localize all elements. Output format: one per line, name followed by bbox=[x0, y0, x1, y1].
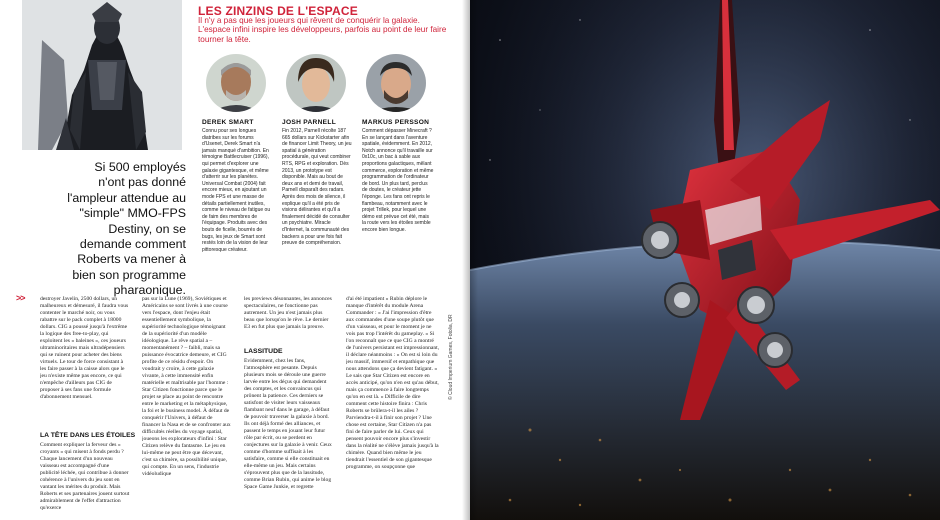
sidebar-title: LES ZINZINS DE L'ESPACE bbox=[198, 4, 358, 18]
portrait-derek-smart bbox=[206, 54, 266, 112]
article-col2: pas sur la Lune (1969), Soviétiques et Américains se sont livrés à une course vers l'espace, dont l'enjeu était essentiellement symbolique, la supériorité technologique témoignant de la supériorité d'un modèle idéologique. Le rêve spatial a – momentanément ? – faibli, mais sa puissance évocatrice demeure, et CIG profite de ce résidu d'espoir. On voudrait y croire, à cette galaxie vivante, à cette immensité enfin matérielle et maîtrisable par l'homme : Star Citizen fonctionne parce que le projet se place au point de rencontre entre le marketing et la métaphysique, la foi et le business model. À défaut de conquérir l'Univers, à défaut de financer la Nasa et de se confronter aux difficultés réelles du voyage spatial, joueons les explorateurs d'infini : Star Citizen relève du fantasme. Le jeu en lui-même ne peut être que décevant, c'est sa chimère, sa possibilité unique, qui compte. En un sens, l'industrie vidéoludique bbox=[142, 296, 231, 477]
spaceship-scene bbox=[470, 0, 940, 520]
armored-character-illustration bbox=[22, 0, 182, 150]
person-bio-1: Connu pour ses longues diatribes sur les forums d'Usenet, Derek Smart n'a jamais manqué d'ambition. En témoigne Battlecruiser (1996), qui permet d'explorer une galaxie gigantesque, et même d'atterrir sur les planètes. Universal Combat (2004) fait encore mieux, en ajoutant un mode FPS et une masse de détails partiellement inutiles, comme le niveau de fatigue ou de faim des membres de l'équipage. Produits avec des bouts de ficelle, bourrés de bugs, les jeux de Smart sont restés loin de la vision de leur pittoresque créateur. bbox=[202, 128, 271, 253]
article-col1-body: Comment expliquer la ferveur des « croyants » qui misent à fonds perdu ? Chaque lancement d'un nouveau vaisseau est accompagné d'une publicité léchée, qui contribue à donner cohérence à l'univers du jeu sont en vantant les mérites du produit. Mais Roberts et ses partenaires jouent surtout admirablement de l'effet d'attraction qu'exerce bbox=[40, 442, 130, 511]
pull-quote: Si 500 employés n'ont pas donné l'ampleur attendue au "simple" MMO-FPS Destiny, on se demande comment Roberts va mener à bien son programme pharaonique. bbox=[67, 160, 186, 298]
person-bio-3: Comment dépasser Minecraft ? En se lançant dans l'aventure spatiale, évidemment. En 2012, Notch annonce qu'il travaille sur 0x10c, un bac à sable aux proportions galactiques, mêlant commerce, exploration et même programmation de l'ordinateur de bord. Un plus tard, perclus de doutes, le créateur jette l'éponge. Les fans ont repris le flambeau, notamment avec le projet Trillek, pour lequel une démo est prévue cet été, mais la route vers les étoiles semble encore bien longue. bbox=[362, 128, 434, 233]
portrait-josh-parnell bbox=[286, 54, 346, 112]
person-bio-2: Fin 2012, Parnell récolte 187 665 dollars sur Kickstarter afin de financer Limit Theory, un jeu spatial à génération procédurale, qui veut combiner RTS, RPG et exploration. Dès 2013, un prototype est disponible. Mais au bout de deux ans et demi de travail, Parnell disparaît des radars. Après des mois de silence, il explique qu'il a été pris de visions délirantes et qu'il a finalement décidé de consulter un psychiatre. Miracle d'Internet, la communauté des backers a pour une fois fait preuve de compréhension. bbox=[282, 128, 352, 247]
character-photo bbox=[22, 0, 182, 150]
portrait-markus-persson bbox=[366, 54, 426, 112]
article-col1-intro: destroyer Javelin, 2500 dollars, un malheureux et démesuré, il faudra vous contenter le marché noir, ou vous rabattre sur le pack complet à 18000 dollars. CIG a poussé jusqu'à l'extrême la logique des free-to-play, qui exploitent les « baleines », ces joueurs ultraminoritaires mais ultradépensiers qui se ruinent pour acheter des biens virtuels. Le tour de force consistant à les faire passer à la caisse alors que le jeu n'existe même pas encore, ce qui n'empêche d'ailleurs pas CIG de proposer à ses fans une formule d'abonnement mensuel. bbox=[40, 296, 129, 400]
person-name-2: JOSH PARNELL bbox=[282, 119, 337, 126]
article-col4: d'ai été impatient » Rubin déplore le manque d'intérêt du module Arena Commander : « J'ai l'impression d'être aux commandes d'une soupe plutôt que d'un vaisseau, et pour le moment je ne vois pas trop l'intérêt du gameplay. » Si l'on reconnaît que ce que CIG a montré de l'univers persistant est impressionnant, il déclare néanmoins : « On est si loin du jeu massif, immersif et empathique que nous attendons que ça devient fatigant. » Le sais que Star Citizen est encore en accès anticipé, qu'on n'en est qu'au début, mais ça commence à faire longtemps qu'on en est là. » Difficile de dire comment cette histoire finira : Chris Roberts se brûlera-t-il les ailes ? Parviendra-t-il à finir son projet ? Une chose est certaine, Star Citizen n'a pas fini de faire parler de lui. Ceux qui pensent pouvoir encore plus s'investir dans la réalité ne s'élève jamais jusqu'à la chimère. Quand bien même le jeu tiendrait l'essentiel de son gigantesque programme, on soupçonne que bbox=[346, 296, 440, 470]
article-col3-body: Évidemment, chez les fans, l'atmosphère est pesante. Depuis plusieurs mois se déroule une guerre larvée entre les déçus qui demandent des comptes, et les convaincus qui prônent la patience. Ces derniers se satisfont de visiter leurs vaisseaux flambant neuf dans le garage, à défaut de pouvoir traverser la galaxie à bord. Ils ont déjà formé des alliances, et passent le temps en jouant leur futur rôle par écrit, ou se perdent en conjectures sur la galaxie à venir. Ceux comme d'homme suffisait à les satisfaire, comme si elle constituait en elle-même un jeu. Mais certains s'éprouvent plus que de la lassitude, comme Brian Rubin, qui anime le blog Space Game Junkie, et regrette bbox=[244, 358, 332, 490]
photo-credit: © Cloud Imperium Games, Fotolia, DR bbox=[448, 314, 454, 400]
sidebar-lede: Il n'y a pas que les joueurs qui rêvent de conquérir la galaxie. L'espace infini inspire les développeurs, parfois au point de leur faire tourner la tête. bbox=[198, 16, 447, 44]
person-name-3: MARKUS PERSSON bbox=[362, 119, 430, 126]
article-start-marker: >> bbox=[16, 293, 25, 303]
article-col3-top: les previews désonnantes, les annonces spectaculaires, ne fonctionne pas autrement. Un jeu n'est jamais plus beau que lorsqu'on le rêve. Le dernier E3 en fut plus que jamais la preuve. bbox=[244, 296, 332, 330]
article-subhead-etoiles: LA TÊTE DANS LES ÉTOILES bbox=[40, 432, 136, 439]
sidebar-box bbox=[196, 0, 458, 300]
article-subhead-lassitude: LASSITUDE bbox=[244, 348, 283, 355]
spaceship-illustration-page bbox=[470, 0, 940, 520]
person-name-1: DEREK SMART bbox=[202, 119, 254, 126]
